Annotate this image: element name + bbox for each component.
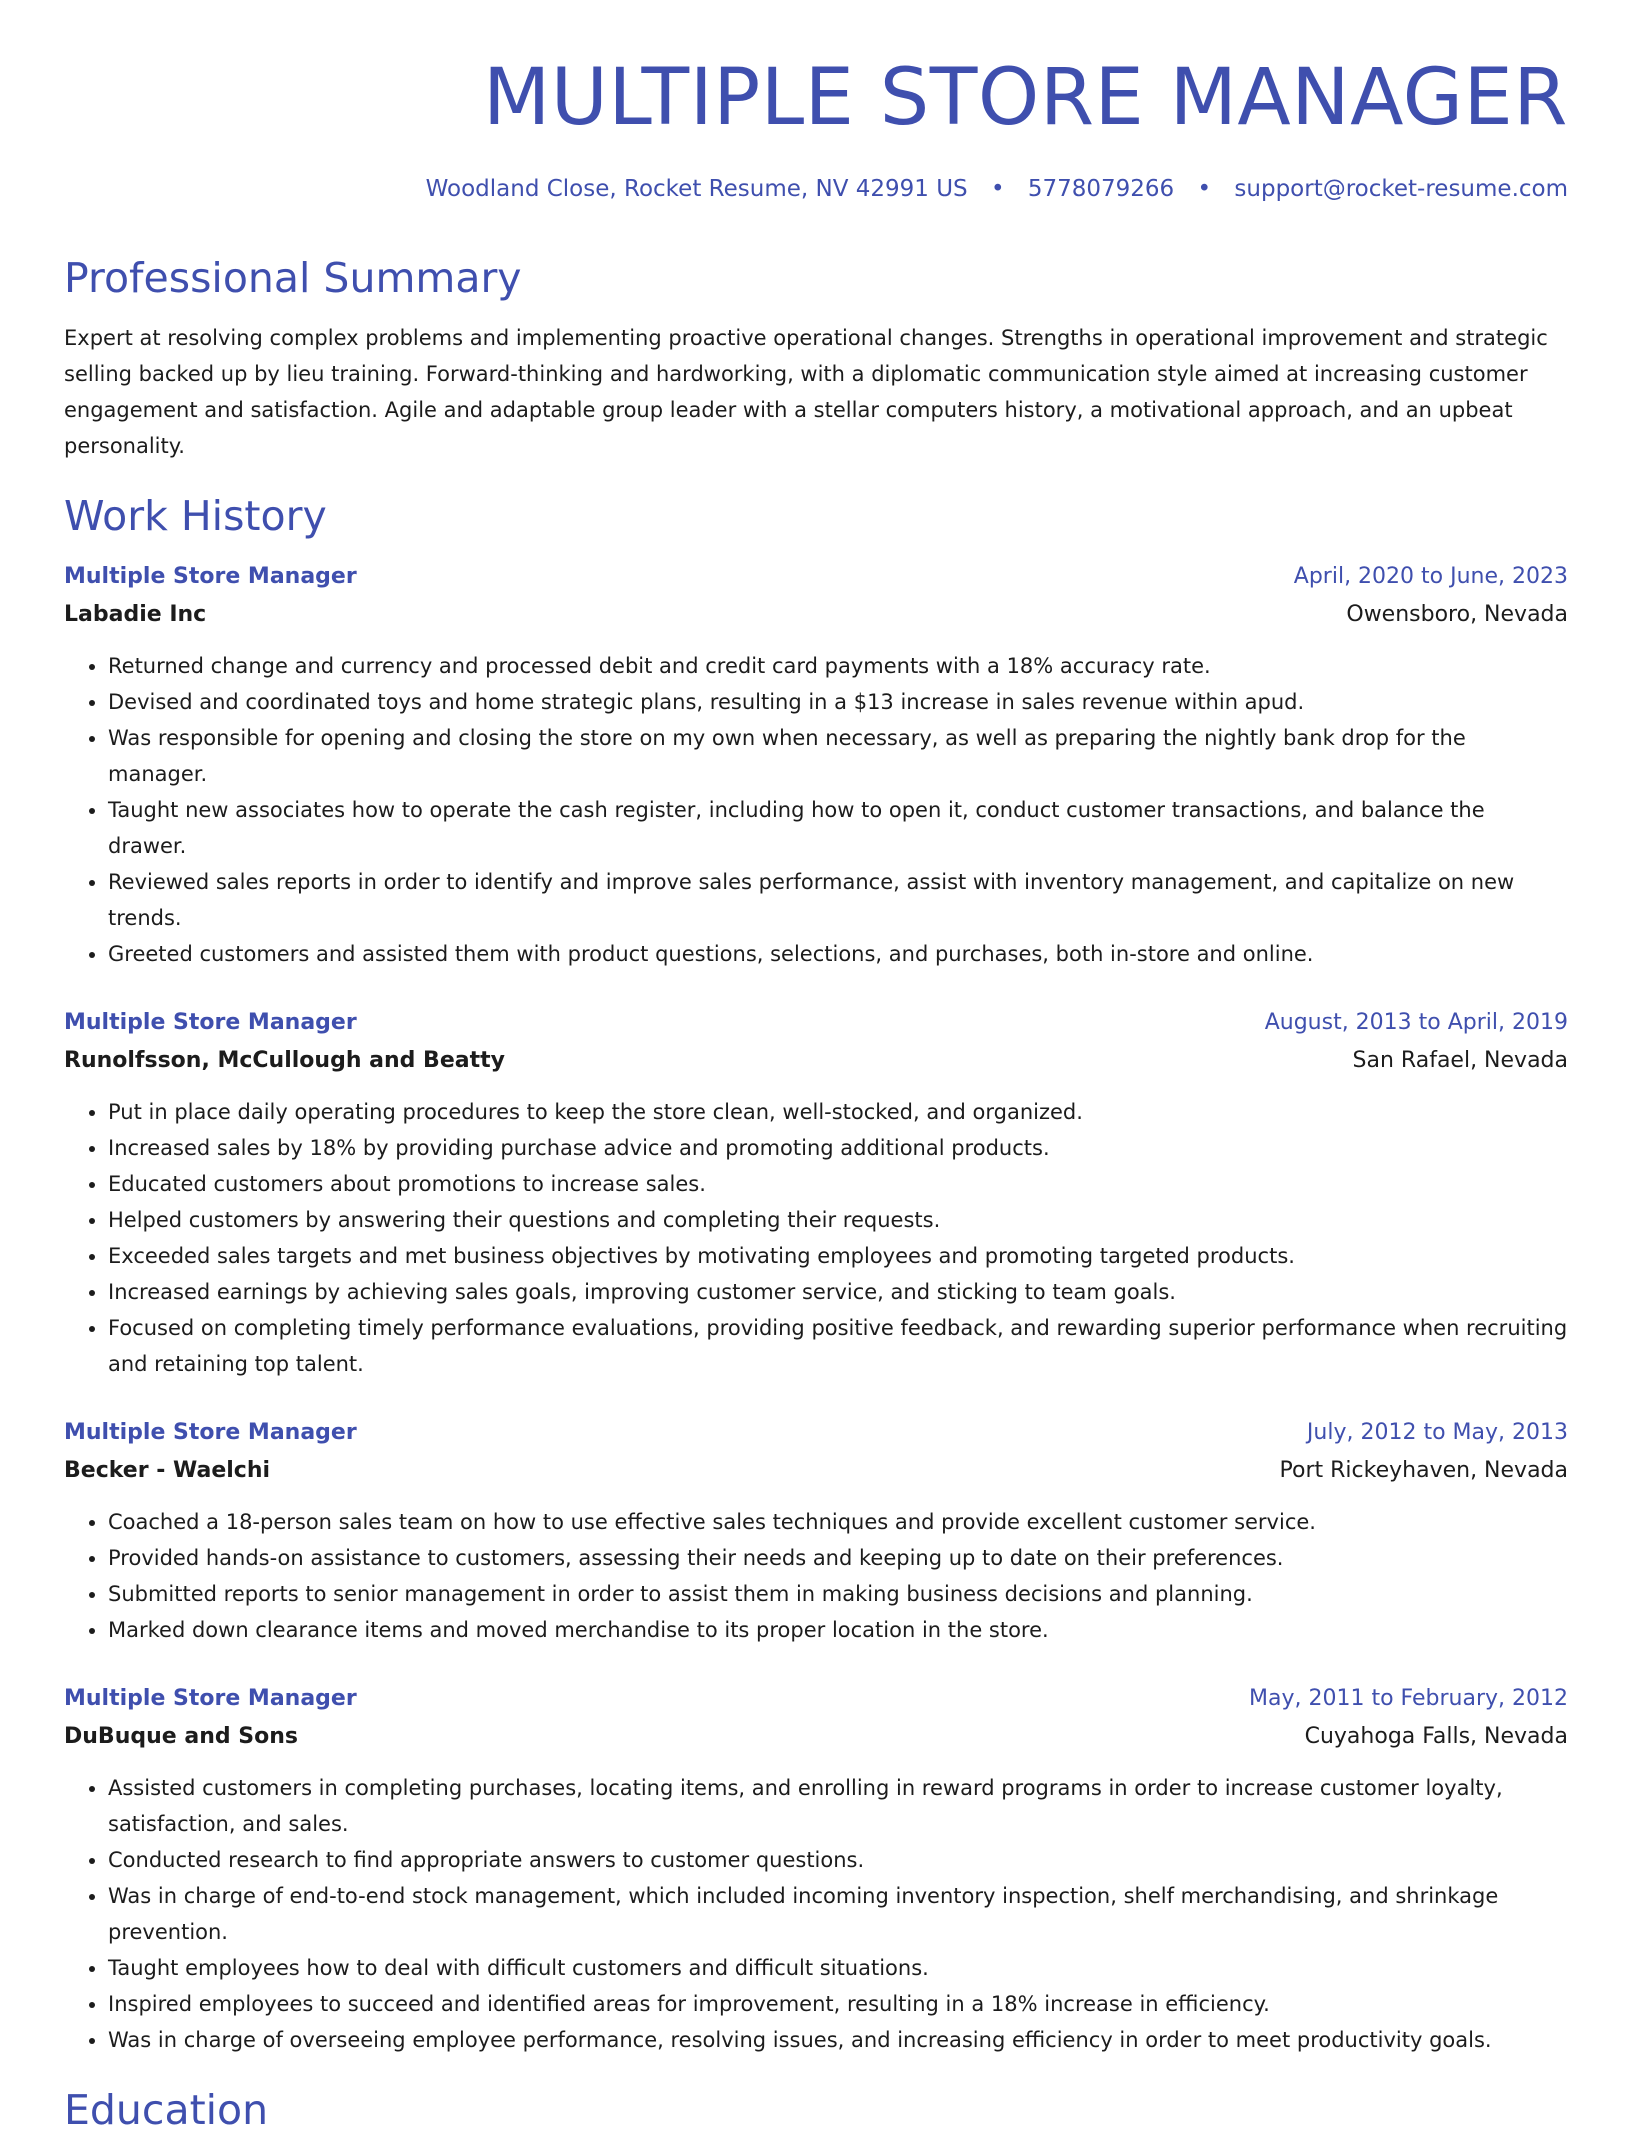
job-bullet: • Was in charge of overseeing employee performance, resolving issues, and increasing efficiency in order to meet productivity goals. bbox=[108, 2022, 1568, 2058]
job-bullet: • Conducted research to find appropriate answers to customer questions. bbox=[108, 1842, 1568, 1878]
job-bullet: • Reviewed sales reports in order to identify and improve sales performance, assist with inventory management, and capitalize on new trends. bbox=[108, 864, 1568, 936]
job-title: Multiple Store Manager bbox=[64, 1010, 357, 1035]
job-entry bbox=[64, 1414, 1568, 1648]
job-bullet-list bbox=[64, 1770, 1568, 2058]
job-bullet: • Submitted reports to senior management in order to assist them in making business decisions and planning. bbox=[108, 1576, 1568, 1612]
job-company: Runolfsson, McCullough and Beatty bbox=[64, 1048, 505, 1073]
job-bullet-list bbox=[64, 648, 1568, 972]
job-bullet: • Devised and coordinated toys and home strategic plans, resulting in a $13 increase in sales revenue within apud. bbox=[108, 684, 1568, 720]
job-dates: May, 2011 to February, 2012 bbox=[1249, 1686, 1568, 1711]
job-bullet: • Was responsible for opening and closing the store on my own when necessary, as well as preparing the nightly bank drop for the manager. bbox=[108, 720, 1568, 792]
job-bullet: • Increased earnings by achieving sales goals, improving customer service, and sticking to team goals. bbox=[108, 1274, 1568, 1310]
job-bullet: • Marked down clearance items and moved merchandise to its proper location in the store. bbox=[108, 1612, 1568, 1648]
job-bullet: • Coached a 18-person sales team on how to use effective sales techniques and provide excellent customer service. bbox=[108, 1504, 1568, 1540]
contact-phone[interactable]: 5778079266 bbox=[1027, 176, 1175, 202]
job-dates: July, 2012 to May, 2013 bbox=[1306, 1420, 1568, 1445]
job-company-row bbox=[64, 1452, 1568, 1490]
job-bullet: • Put in place daily operating procedures to keep the store clean, well-stocked, and organized. bbox=[108, 1094, 1568, 1130]
job-location: Cuyahoga Falls, Nevada bbox=[1304, 1724, 1568, 1749]
job-bullet: • Taught employees how to deal with difficult customers and difficult situations. bbox=[108, 1950, 1568, 1986]
contact-address: Woodland Close, Rocket Resume, NV 42991 US bbox=[425, 176, 968, 202]
job-bullet: • Helped customers by answering their questions and completing their requests. bbox=[108, 1202, 1568, 1238]
section-title-education: Education bbox=[64, 2086, 269, 2134]
contact-line bbox=[64, 176, 1568, 202]
contact-email[interactable]: support@rocket-resume.com bbox=[1234, 176, 1568, 202]
job-company-row bbox=[64, 596, 1568, 634]
job-bullet: • Was in charge of end-to-end stock management, which included incoming inventory inspection, shelf merchandising, and shrinkage prevention. bbox=[108, 1878, 1568, 1950]
job-title-row bbox=[64, 1680, 1568, 1718]
job-bullet: • Inspired employees to succeed and identified areas for improvement, resulting in a 18% increase in efficiency. bbox=[108, 1986, 1568, 2022]
job-title-row bbox=[64, 558, 1568, 596]
job-bullet: • Increased sales by 18% by providing purchase advice and promoting additional products. bbox=[108, 1130, 1568, 1166]
job-company: DuBuque and Sons bbox=[64, 1724, 298, 1749]
contact-separator: • bbox=[990, 176, 1005, 202]
job-entry bbox=[64, 558, 1568, 972]
job-title: Multiple Store Manager bbox=[64, 564, 357, 589]
resume-header bbox=[64, 0, 1568, 202]
job-bullet: • Provided hands-on assistance to customers, assessing their needs and keeping up to date on their preferences. bbox=[108, 1540, 1568, 1576]
job-bullet: • Greeted customers and assisted them with product questions, selections, and purchases, both in-store and online. bbox=[108, 936, 1568, 972]
job-location: Owensboro, Nevada bbox=[1346, 602, 1568, 627]
job-bullet: • Exceeded sales targets and met business objectives by motivating employees and promoting targeted products. bbox=[108, 1238, 1568, 1274]
job-company: Labadie Inc bbox=[64, 602, 207, 627]
job-bullet: • Taught new associates how to operate the cash register, including how to open it, conduct customer transactions, and balance the drawer. bbox=[108, 792, 1568, 864]
job-company-row bbox=[64, 1718, 1568, 1756]
job-company-row bbox=[64, 1042, 1568, 1080]
summary-text: Expert at resolving complex problems and implementing proactive operational changes. Strengths in operational improvement and strategic selling backed up by lieu training. Forward-thinking and hardworking, with a diplomatic communication style aimed at increasing customer engagement and satisfaction. Agile and adaptable group leader with a stellar computers history, a motivational approach, and an upbeat personality. bbox=[64, 326, 1548, 458]
job-company: Becker - Waelchi bbox=[64, 1458, 271, 1483]
job-bullet-list bbox=[64, 1094, 1568, 1382]
job-location: San Rafael, Nevada bbox=[1352, 1048, 1568, 1073]
job-bullet: • Assisted customers in completing purchases, locating items, and enrolling in reward programs in order to increase customer loyalty, satisfaction, and sales. bbox=[108, 1770, 1568, 1842]
job-title: Multiple Store Manager bbox=[64, 1420, 357, 1445]
work-history-list bbox=[64, 558, 1568, 2058]
job-bullet-list bbox=[64, 1504, 1568, 1648]
job-bullet: • Focused on completing timely performance evaluations, providing positive feedback, and rewarding superior performance when recruiting and retaining top talent. bbox=[108, 1310, 1568, 1382]
job-entry bbox=[64, 1004, 1568, 1382]
job-dates: August, 2013 to April, 2019 bbox=[1264, 1010, 1568, 1035]
job-bullet: • Returned change and currency and processed debit and credit card payments with a 18% accuracy rate. bbox=[108, 648, 1568, 684]
section-title-summary: Professional Summary bbox=[64, 254, 522, 302]
job-title-row bbox=[64, 1004, 1568, 1042]
job-dates: April, 2020 to June, 2023 bbox=[1293, 564, 1568, 589]
job-entry bbox=[64, 1680, 1568, 2058]
section-title-work-history: Work History bbox=[64, 492, 327, 540]
job-title-row bbox=[64, 1414, 1568, 1452]
contact-separator: • bbox=[1197, 176, 1212, 202]
job-location: Port Rickeyhaven, Nevada bbox=[1279, 1458, 1568, 1483]
candidate-name: MULTIPLE STORE MANAGER bbox=[482, 53, 1568, 143]
job-bullet: • Educated customers about promotions to increase sales. bbox=[108, 1166, 1568, 1202]
job-title: Multiple Store Manager bbox=[64, 1686, 357, 1711]
